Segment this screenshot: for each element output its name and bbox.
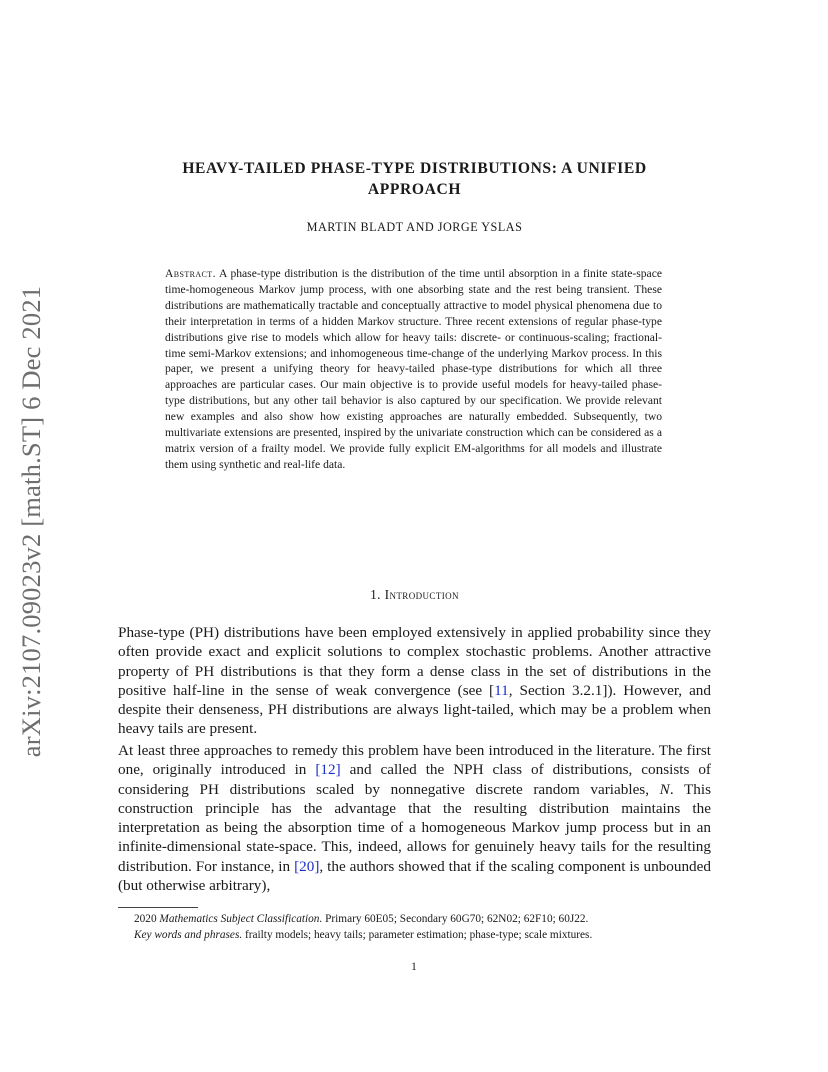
page-number: 1: [411, 961, 417, 973]
intro-paragraph-1: [118, 623, 711, 739]
math-variable: N: [659, 780, 670, 798]
keywords-footnote: [118, 928, 711, 944]
footnote-divider: [118, 907, 198, 908]
abstract-label: Abstract.: [165, 267, 216, 280]
keywords-label: Key words and phrases.: [134, 928, 243, 941]
section-title-text: Introduction: [384, 587, 459, 602]
paragraph-text: Phase-type (PH) distributions have been employed extensively in applied probability since they often provide exact and explicit solutions to complex stochastic problems. Another attractive property of PH distributions is that they form a dense class in the set of distributions in the positive half-line in the sense of weak convergence (see [: [118, 624, 711, 699]
paragraph-text: , Section 3.2.1]). However, and despite their denseness, PH distributions are always light-tailed, which may be a problem when heavy tails are present.: [118, 681, 711, 738]
paragraph-text: , the authors showed that if the scaling component is unbounded (but otherwise arbitrary),: [118, 857, 711, 895]
arxiv-identifier-stamp: [10, 278, 54, 764]
section-heading: [118, 587, 711, 603]
title-line-1: HEAVY-TAILED PHASE-TYPE DISTRIBUTIONS: A UNIFIED: [182, 160, 647, 177]
paper-title: [118, 158, 711, 200]
citation-link[interactable]: [12]: [315, 761, 341, 779]
keywords-text: frailty models; heavy tails; parameter estimation; phase-type; scale mixtures.: [242, 928, 593, 941]
paragraph-text: and called the NPH class of distributions, consists of considering PH distributions scaled by nonnegative discrete random variables,: [118, 761, 711, 798]
abstract-text: A phase-type distribution is the distribution of the time until absorption in a finite state-space time-homogeneous Markov jump process, with one absorbing state and the rest being transient. These distributions are mathematically tractable and conceptually attractive to model physical phenomena due to their interpretation in terms of a hidden Markov structure. Three recent extensions of regular phase-type distributions give rise to models which allow for heavy tails: discrete- or continuous-scaling; fractional-time semi-Markov extensions; and inhomogeneous time-change of the underlying Markov process. In this paper, we present a unifying theory for heavy-tailed phase-type distributions for which all three approaches are particular cases. Our main objective is to provide useful models for heavy-tailed phase-type distributions, but any other tail behavior is also captured by our specification. We provide relevant new examples and also show how existing approaches are naturally embedded. Subsequently, two multivariate extensions are presented, inspired by the univariate construction which can be considered as a matrix version of a frailty model. We provide fully explicit EM-algorithms for all models and illustrate them using synthetic and real-life data.: [165, 267, 662, 471]
author-list: MARTIN BLADT AND JORGE YSLAS: [306, 220, 523, 234]
arxiv-identifier-text: arXiv:2107.09023v2 [math.ST] 6 Dec 2021: [16, 285, 47, 757]
abstract: [165, 266, 662, 473]
footnotes: [118, 912, 711, 943]
msc-codes: Primary 60E05; Secondary 60G70; 62N02; 62F10; 60J22.: [322, 913, 589, 925]
citation-link[interactable]: 11: [494, 681, 509, 699]
section-number: 1.: [370, 587, 381, 602]
intro-paragraph-2: [118, 741, 711, 895]
paragraph-text: At least three approaches to remedy this problem have been introduced in the literature. The first one, originally introduced in: [118, 742, 711, 779]
msc-footnote: [118, 912, 711, 928]
title-line-2: APPROACH: [367, 181, 462, 198]
citation-link[interactable]: [20]: [294, 857, 320, 875]
paragraph-text: . This construction principle has the advantage that the resulting distribution maintains the interpretation as being the absorption time of a homogeneous Markov jump process but in an infinite-dimensional state-space. This, indeed, allows for genuinely heavy tails for the resulting distribution. For instance, in: [118, 780, 711, 875]
msc-label: Mathematics Subject Classification.: [159, 913, 323, 925]
msc-year: 2020: [134, 913, 160, 925]
